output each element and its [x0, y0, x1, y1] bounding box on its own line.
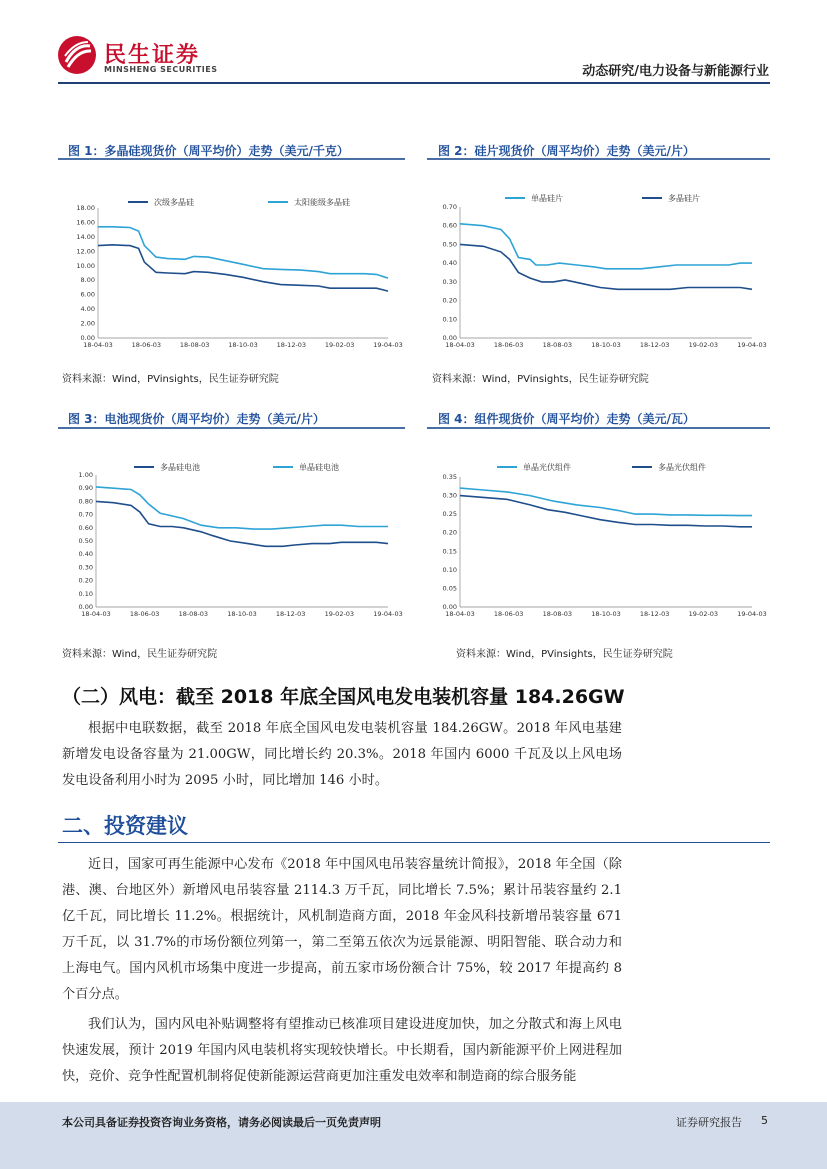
- page-number: 5: [761, 1114, 768, 1127]
- x-tick-label: 18-10-03: [591, 610, 621, 618]
- figure-1-chart: [58, 180, 405, 358]
- series-line-1: [460, 244, 752, 289]
- x-tick-label: 18-08-03: [542, 341, 573, 349]
- figure-4-chart: [427, 455, 770, 630]
- y-tick-label: 6.00: [80, 290, 95, 299]
- x-tick-label: 19-02-03: [324, 341, 355, 349]
- series-line-0: [460, 488, 752, 515]
- series-line-1: [96, 487, 388, 529]
- series-line-1: [460, 496, 752, 527]
- y-tick-label: 0.40: [442, 259, 457, 268]
- x-tick-label: 18-10-03: [591, 341, 621, 349]
- x-tick-label: 18-12-03: [639, 341, 670, 349]
- y-tick-label: 12.00: [76, 247, 95, 256]
- footer-disclaimer: 本公司具备证券投资咨询业务资格，请务必阅读最后一页免责声明: [62, 1116, 381, 1129]
- y-tick-label: 0.20: [78, 576, 93, 585]
- x-tick-label: 18-06-03: [493, 610, 524, 618]
- wind-paragraph-text: 根据中电联数据，截至 2018 年底全国风电发电装机容量 184.26GW。2018 年风电基建新增发电设备容量为 21.00GW，同比增长约 20.3%。2018 年国内 6000 千瓦及以上风电场发电设备利用小时为 2095 小时，同比增加 146 小时。: [62, 721, 622, 788]
- figure-3-rule: [58, 427, 405, 429]
- y-tick-label: 0.00: [80, 334, 95, 342]
- report-category: 动态研究/电力设备与新能源行业: [582, 64, 769, 79]
- y-tick-label: 8.00: [80, 276, 95, 285]
- y-tick-label: 0.30: [442, 491, 457, 500]
- invest-paragraph-1-text: 近日，国家可再生能源中心发布《2018 年中国风电吊装容量统计简报》，2018 年全国（除港、澳、台地区外）新增风电吊装容量 2114.3 万千瓦，同比增长 7.5%；累计吊装容量约 2.1 亿千瓦，同比增长 11.2%。根据统计，风机制造商方面，2018 年金风科技新增吊装容量 671 万千瓦，以 31.7%的市场份额位列第一，第二至第五依次为远景能源、明阳智能、联合动力和上海电气。国内风机市场集中度进一步提高，前五家市场份额合计 75%，较 2017 年提高约 8 个百分点。: [62, 857, 622, 1002]
- y-tick-label: 0.20: [442, 296, 457, 305]
- invest-paragraph-2: [62, 1012, 622, 1090]
- footer-report-type: 证券研究报告: [676, 1116, 742, 1129]
- x-tick-label: 19-04-03: [737, 341, 767, 349]
- invest-paragraph-2-text: 我们认为，国内风电补贴调整将有望推动已核准项目建设进度加快，加之分散式和海上风电快速发展，预计 2019 年国内风电装机将实现较快增长。中长期看，国内新能源平价上网进程加快，竞价、竞争性配置机制将促使新能源运营商更加注重发电效率和制造商的综合服务能: [62, 1017, 622, 1084]
- x-tick-label: 18-04-03: [83, 341, 113, 349]
- y-tick-label: 0.15: [442, 547, 457, 556]
- logo-icon: [58, 36, 96, 74]
- x-tick-label: 18-08-03: [542, 610, 573, 618]
- y-tick-label: 0.50: [442, 240, 457, 249]
- y-tick-label: 2.00: [80, 319, 95, 328]
- figure-4-source: 资料来源：Wind，PVinsights，民生证券研究院: [456, 649, 673, 660]
- x-tick-label: 18-08-03: [178, 610, 209, 618]
- x-tick-label: 18-10-03: [227, 610, 257, 618]
- series-line-1: [98, 227, 388, 278]
- x-tick-label: 18-12-03: [276, 341, 307, 349]
- figure-2-chart: [427, 180, 770, 358]
- y-tick-label: 0.10: [78, 589, 93, 598]
- legend-label-1: 多晶硅片: [668, 194, 700, 203]
- figure-3-title: 图 3：电池现货价（周平均价）走势（美元/片）: [68, 412, 325, 426]
- x-tick-label: 19-02-03: [688, 341, 719, 349]
- y-tick-label: 18.00: [76, 204, 95, 212]
- y-tick-label: 10.00: [76, 261, 95, 270]
- x-tick-label: 18-10-03: [228, 341, 258, 349]
- y-tick-label: 0.35: [442, 473, 457, 481]
- x-tick-label: 18-12-03: [275, 610, 306, 618]
- y-tick-label: 0.10: [442, 565, 457, 574]
- brand-name-en: MINSHENG SECURITIES: [104, 65, 218, 74]
- section-divider: [58, 842, 770, 843]
- x-tick-label: 19-02-03: [688, 610, 719, 618]
- legend-label-1: 太阳能级多晶硅: [294, 198, 350, 207]
- y-tick-label: 0.60: [442, 221, 457, 230]
- x-tick-label: 18-04-03: [81, 610, 111, 618]
- y-tick-label: 0.70: [78, 510, 93, 519]
- x-tick-label: 19-04-03: [373, 610, 403, 618]
- y-tick-label: 14.00: [76, 232, 95, 241]
- legend-label-0: 单晶光伏组件: [523, 463, 571, 472]
- y-tick-label: 0.00: [442, 603, 457, 611]
- y-tick-label: 0.70: [442, 203, 457, 211]
- footer-bar: [0, 1102, 827, 1169]
- x-tick-label: 18-04-03: [445, 610, 475, 618]
- invest-paragraph-1: [62, 852, 622, 1008]
- logo-swoosh-icon: [58, 36, 96, 74]
- legend-label-1: 多晶光伏组件: [658, 463, 706, 472]
- x-tick-label: 19-04-03: [737, 610, 767, 618]
- y-tick-label: 0.30: [442, 277, 457, 286]
- figure-2-source: 资料来源：Wind，PVinsights，民生证券研究院: [432, 374, 649, 385]
- y-tick-label: 0.60: [78, 523, 93, 532]
- y-tick-label: 0.30: [78, 563, 93, 572]
- y-tick-label: 0.10: [442, 315, 457, 324]
- figure-3-chart: [58, 455, 405, 630]
- series-line-0: [96, 501, 388, 546]
- x-tick-label: 18-06-03: [493, 341, 524, 349]
- x-tick-label: 18-06-03: [131, 341, 162, 349]
- figure-4-rule: [427, 427, 770, 429]
- y-tick-label: 0.05: [442, 584, 457, 593]
- y-tick-label: 16.00: [76, 218, 95, 227]
- legend-label-0: 次级多晶硅: [154, 198, 194, 207]
- series-line-0: [460, 224, 752, 269]
- figure-1-source: 资料来源：Wind，PVinsights，民生证券研究院: [62, 374, 279, 385]
- figure-1-rule: [58, 158, 405, 160]
- legend-label-1: 单晶硅电池: [299, 463, 339, 472]
- legend-label-0: 单晶硅片: [531, 194, 563, 203]
- figure-2-rule: [427, 158, 770, 160]
- brand-name-cn: 民生证券: [104, 43, 201, 68]
- y-tick-label: 0.90: [78, 484, 93, 493]
- y-tick-label: 0.00: [78, 603, 93, 611]
- figure-1-title: 图 1：多晶硅现货价（周平均价）走势（美元/千克）: [68, 144, 349, 158]
- x-tick-label: 18-08-03: [179, 341, 210, 349]
- header-divider: [58, 82, 770, 84]
- figure-2-title: 图 2：硅片现货价（周平均价）走势（美元/片）: [438, 144, 695, 158]
- x-tick-label: 19-04-03: [373, 341, 403, 349]
- y-tick-label: 0.00: [442, 334, 457, 342]
- wind-subheading: （二）风电：截至 2018 年底全国风电发电装机容量 184.26GW: [62, 686, 625, 708]
- wind-paragraph: [62, 716, 622, 794]
- y-tick-label: 1.00: [78, 471, 93, 479]
- y-tick-label: 0.40: [78, 550, 93, 559]
- y-tick-label: 0.20: [442, 528, 457, 537]
- y-tick-label: 0.25: [442, 510, 457, 519]
- series-line-0: [98, 245, 388, 291]
- legend-label-0: 多晶硅电池: [160, 463, 200, 472]
- x-tick-label: 18-06-03: [129, 610, 160, 618]
- x-tick-label: 18-12-03: [639, 610, 670, 618]
- figure-3-source: 资料来源：Wind，民生证券研究院: [62, 649, 218, 660]
- figure-4-title: 图 4：组件现货价（周平均价）走势（美元/瓦）: [438, 412, 695, 426]
- y-tick-label: 0.50: [78, 537, 93, 545]
- y-tick-label: 0.80: [78, 497, 93, 506]
- x-tick-label: 19-02-03: [324, 610, 355, 618]
- y-tick-label: 4.00: [80, 305, 95, 314]
- section-heading: 二、投资建议: [62, 814, 188, 838]
- x-tick-label: 18-04-03: [445, 341, 475, 349]
